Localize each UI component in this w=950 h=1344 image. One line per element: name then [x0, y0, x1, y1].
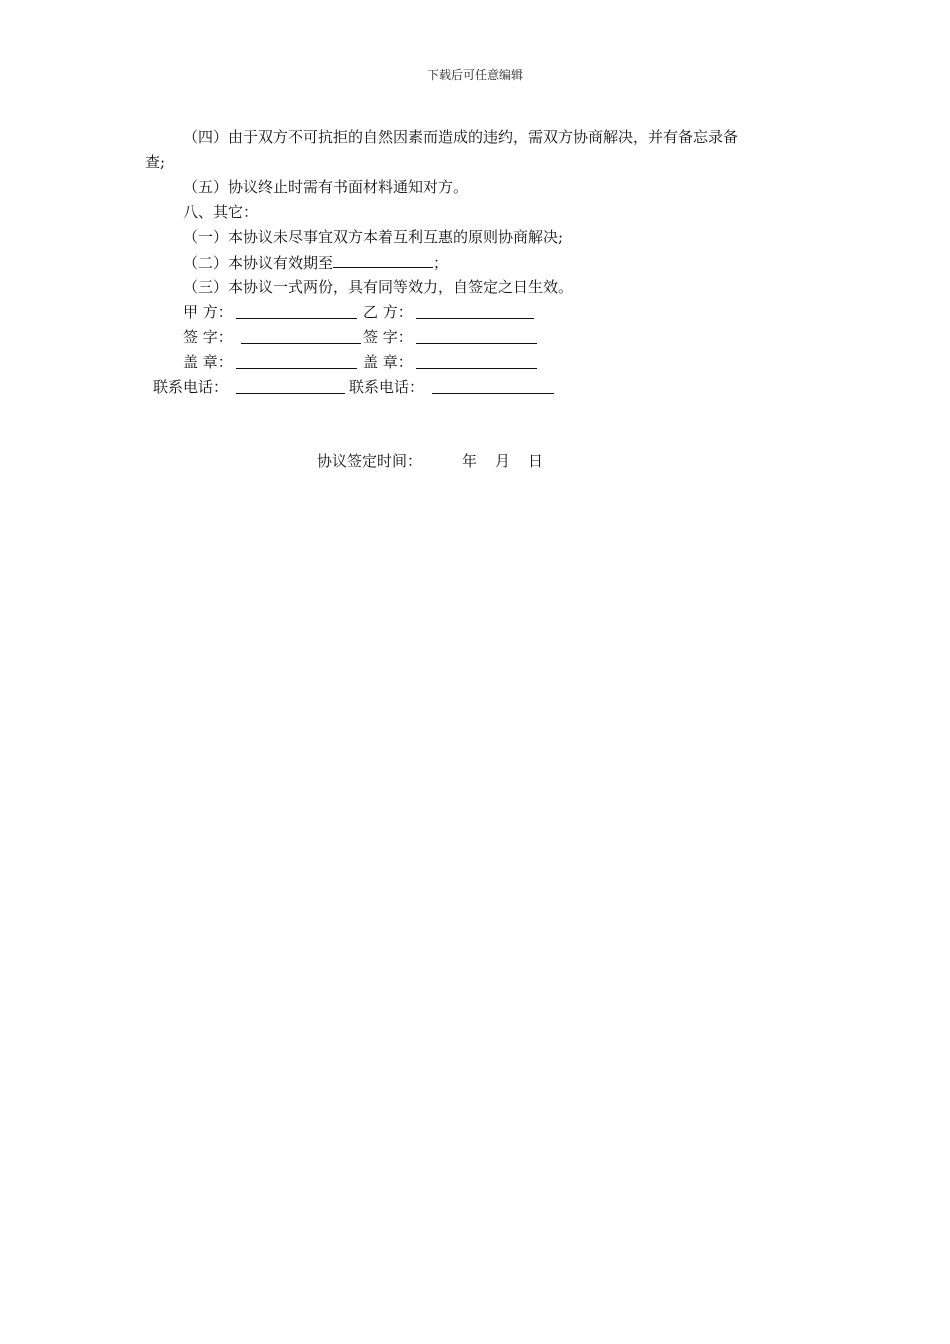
section-8-heading: 八、其它：	[183, 203, 259, 221]
clause-4-line-1: （四）由于双方不可抗拒的自然因素而造成的违约，需双方协商解决，并有备忘录备	[183, 128, 739, 146]
sign-a-blank[interactable]	[241, 343, 361, 344]
other-clause-2-suffix: ；	[433, 254, 449, 272]
phone-a-blank[interactable]	[236, 393, 345, 394]
party-a-blank[interactable]	[236, 318, 357, 319]
phone-b-blank[interactable]	[432, 393, 554, 394]
party-a-label: 甲 方：	[183, 303, 233, 321]
sign-a-label: 签 字：	[183, 328, 233, 346]
page-header-note: 下载后可任意编辑	[426, 68, 523, 82]
party-b-blank[interactable]	[416, 318, 534, 319]
party-b-label: 乙 方：	[363, 303, 413, 321]
signing-date-year: 年	[462, 452, 478, 470]
other-clause-2	[183, 252, 448, 273]
validity-date-blank[interactable]	[333, 252, 433, 268]
clause-5: （五）协议终止时需有书面材料通知对方。	[183, 178, 469, 196]
sign-b-label: 签 字：	[363, 328, 413, 346]
other-clause-2-prefix: （二）本协议有效期至	[183, 254, 334, 272]
seal-b-label: 盖 章：	[363, 353, 413, 371]
signing-date-line	[317, 451, 543, 471]
other-clause-3: （三）本协议一式两份，具有同等效力，自签定之日生效。	[183, 278, 574, 296]
signing-date-label: 协议签定时间：	[317, 452, 423, 470]
other-clause-1: （一）本协议未尽事宜双方本着互利互惠的原则协商解决;	[183, 228, 564, 246]
seal-a-label: 盖 章：	[183, 353, 233, 371]
sign-b-blank[interactable]	[416, 343, 537, 344]
seal-a-blank[interactable]	[236, 368, 357, 369]
clause-4-line-2: 查;	[145, 153, 166, 171]
signing-date-day: 日	[528, 452, 544, 470]
phone-a-label: 联系电话：	[153, 378, 229, 396]
phone-b-label: 联系电话：	[349, 378, 425, 396]
seal-b-blank[interactable]	[416, 368, 537, 369]
signing-date-month: 月	[495, 452, 511, 470]
